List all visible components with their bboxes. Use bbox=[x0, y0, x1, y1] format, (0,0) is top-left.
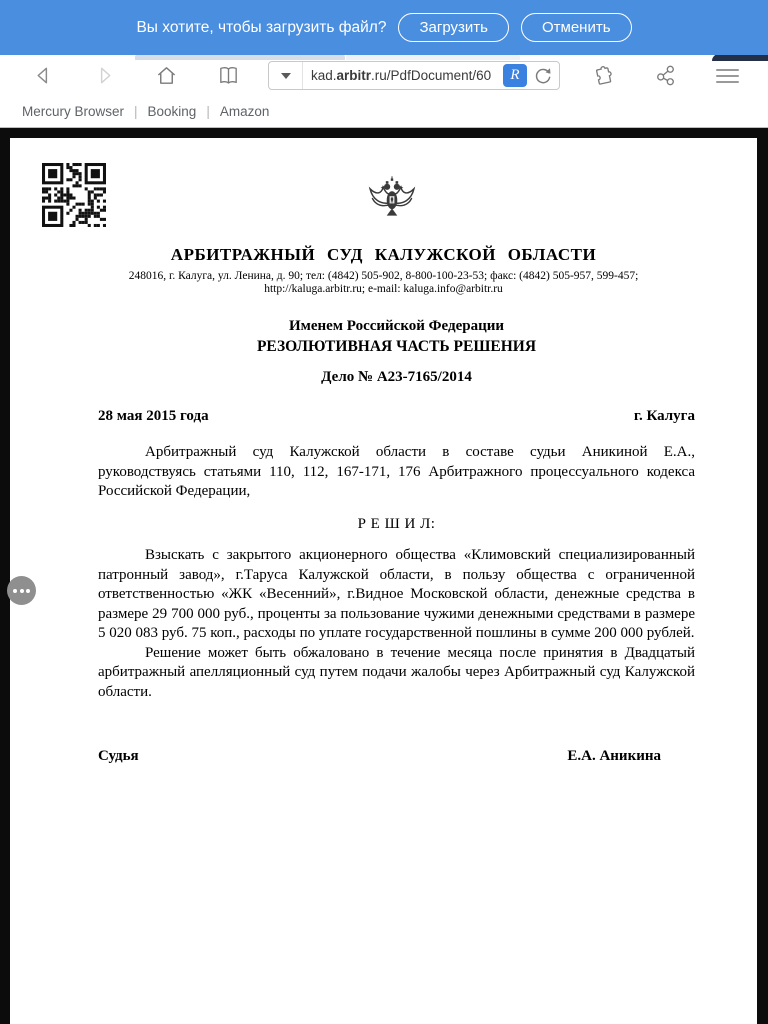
puzzle-icon[interactable] bbox=[592, 64, 615, 87]
bookmark-separator: | bbox=[206, 104, 210, 119]
composition-paragraph: Арбитражный суд Калужской области в составе судьи Аникиной Е.А., руководствуясь статьями 110, 112, 167-171, 176 Арбитражного процессуального кодекса Российской Федерации, bbox=[98, 444, 695, 499]
russian-eagle-emblem bbox=[366, 174, 418, 228]
pdf-page bbox=[10, 138, 757, 1024]
court-address: 248016, г. Калуга, ул. Ленина, д. 90; тел: (4842) 505-902, 8-800-100-23-53; факс: (4842) 505-957, 599-457; bbox=[128, 270, 639, 282]
dark-tab-corner bbox=[712, 54, 768, 61]
pdf-viewer bbox=[0, 128, 768, 1024]
bookmark-separator: | bbox=[134, 104, 138, 119]
more-dots-icon bbox=[13, 589, 17, 593]
share-icon[interactable] bbox=[654, 64, 677, 87]
download-button[interactable]: Загрузить bbox=[398, 13, 509, 42]
resolution-paragraph: Взыскать с закрытого акционерного общества «Климовский специализированный патронный завод», г.Таруса Калужской области, в пользу общества с ограниченной ответственностью «ЖК «Весенний», г.Видное Московской области, денежные средства в размере 29 700 000 руб., проценты за пользование чужими денежными средствами в размере 5 020 083 руб. 75 коп., расходы по уплате государственной пошлины в сумме 200 000 рублей. bbox=[98, 547, 695, 641]
refresh-icon[interactable] bbox=[532, 65, 554, 87]
decision-city: г. Калуга bbox=[633, 407, 695, 424]
more-options-button[interactable] bbox=[7, 576, 36, 605]
download-banner-message: Вы хотите, чтобы загрузить файл? bbox=[136, 18, 387, 36]
appeal-paragraph: Решение может быть обжаловано в течение месяца после принятия в Двадцатый арбитражный апелляционный суд путем подачи жалобы через Арбитражный суд Калужской области. bbox=[98, 644, 695, 700]
bookmark-booking[interactable]: Booking bbox=[147, 104, 197, 119]
decision-date: 28 мая 2015 года bbox=[98, 407, 209, 424]
back-icon[interactable] bbox=[32, 64, 55, 87]
judge-label: Судья bbox=[98, 748, 139, 764]
home-icon[interactable] bbox=[155, 64, 178, 87]
open-book-icon[interactable] bbox=[217, 64, 240, 87]
court-contacts: http://kaluga.arbitr.ru; e-mail: kaluga.info@arbitr.ru bbox=[264, 283, 503, 295]
case-number: Дело № А23-7165/2014 bbox=[321, 369, 472, 385]
document-type-title: РЕЗОЛЮТИВНАЯ ЧАСТЬ РЕШЕНИЯ bbox=[256, 337, 537, 355]
bookmark-amazon[interactable]: Amazon bbox=[219, 104, 270, 119]
bookmark-mercury-browser[interactable]: Mercury Browser bbox=[22, 104, 125, 119]
judge-name: Е.А. Аникина bbox=[567, 748, 661, 764]
in-the-name-line: Именем Российской Федерации bbox=[288, 318, 505, 334]
bookmarks-bar bbox=[0, 96, 768, 128]
browser-toolbar bbox=[0, 55, 768, 96]
court-name: АРБИТРАЖНЫЙ СУД КАЛУЖСКОЙ ОБЛАСТИ bbox=[170, 245, 597, 264]
resolved-heading: Р Е Ш И Л: bbox=[357, 515, 436, 532]
chevron-down-icon bbox=[281, 73, 291, 79]
forward-icon[interactable] bbox=[93, 64, 116, 87]
qr-code bbox=[42, 163, 106, 227]
url-text[interactable]: kad.arbitr.ru/PdfDocument/60 bbox=[311, 68, 492, 83]
hamburger-icon[interactable] bbox=[716, 64, 739, 87]
download-banner bbox=[0, 0, 768, 55]
cancel-button[interactable]: Отменить bbox=[521, 13, 632, 42]
address-bar[interactable] bbox=[268, 61, 560, 90]
reader-mode-icon[interactable]: R bbox=[503, 64, 527, 87]
url-dropdown[interactable] bbox=[269, 62, 303, 89]
